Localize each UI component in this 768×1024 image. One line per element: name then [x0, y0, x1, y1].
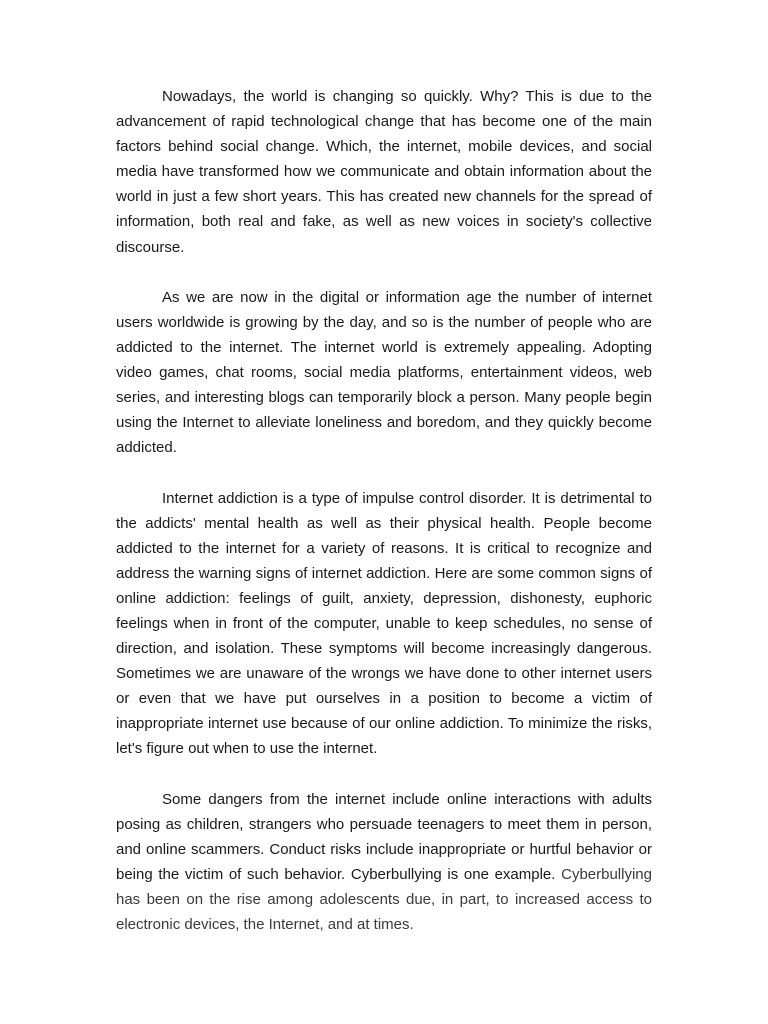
paragraph-3: Internet addiction is a type of impulse control disorder. It is detrimental to the addicts' mental health as well as their physical health. People become addicted to the internet for a variety of reasons. It is critical to recognize and address the warning signs of internet addiction. Here are some common signs of online addiction: feelings of guilt, anxiety, depression, dishonesty, euphoric feelings when in front of the computer, unable to keep schedules, no sense of direction, and isolation. These symptoms will become increasingly dangerous. Sometimes we are unaware of the wrongs we have done to other internet users or even that we have put ourselves in a position to become a victim of inappropriate internet use because of our online addiction. To minimize the risks, let's figure out when to use the internet. [116, 489, 652, 758]
paragraph-4-main: Some dangers from the internet include online interactions with adults posing as children, strangers who persuade teenagers to meet them in person, and online scammers. Conduct risks include inappropriate or hurtful behavior or being the victim of such behavior. Cyberbullying is one example. [116, 790, 652, 883]
paragraph-1: Nowadays, the world is changing so quickly. Why? This is due to the advancement of rapid technological change that has become one of the main factors behind social change. Which, the internet, mobile devices, and social media have transformed how we communicate and obtain information about the world in just a few short years. This has created new channels for the spread of information, both real and fake, as well as new voices in society's collective discourse. [116, 88, 652, 256]
paragraph-4 [116, 787, 652, 938]
paragraph-4-tail: Cyberbullying has been on the rise among adolescents due, in part, to increased access to electronic devices, the Internet, and at times. [116, 865, 652, 934]
paragraph-2: As we are now in the digital or information age the number of internet users worldwide is growing by the day, and so is the number of people who are addicted to the internet. The internet world is extremely appealing. Adopting video games, chat rooms, social media platforms, entertainment videos, web series, and interesting blogs can temporarily block a person. Many people begin using the Internet to alleviate loneliness and boredom, and they quickly become addicted. [116, 288, 652, 457]
document-body [116, 84, 652, 937]
